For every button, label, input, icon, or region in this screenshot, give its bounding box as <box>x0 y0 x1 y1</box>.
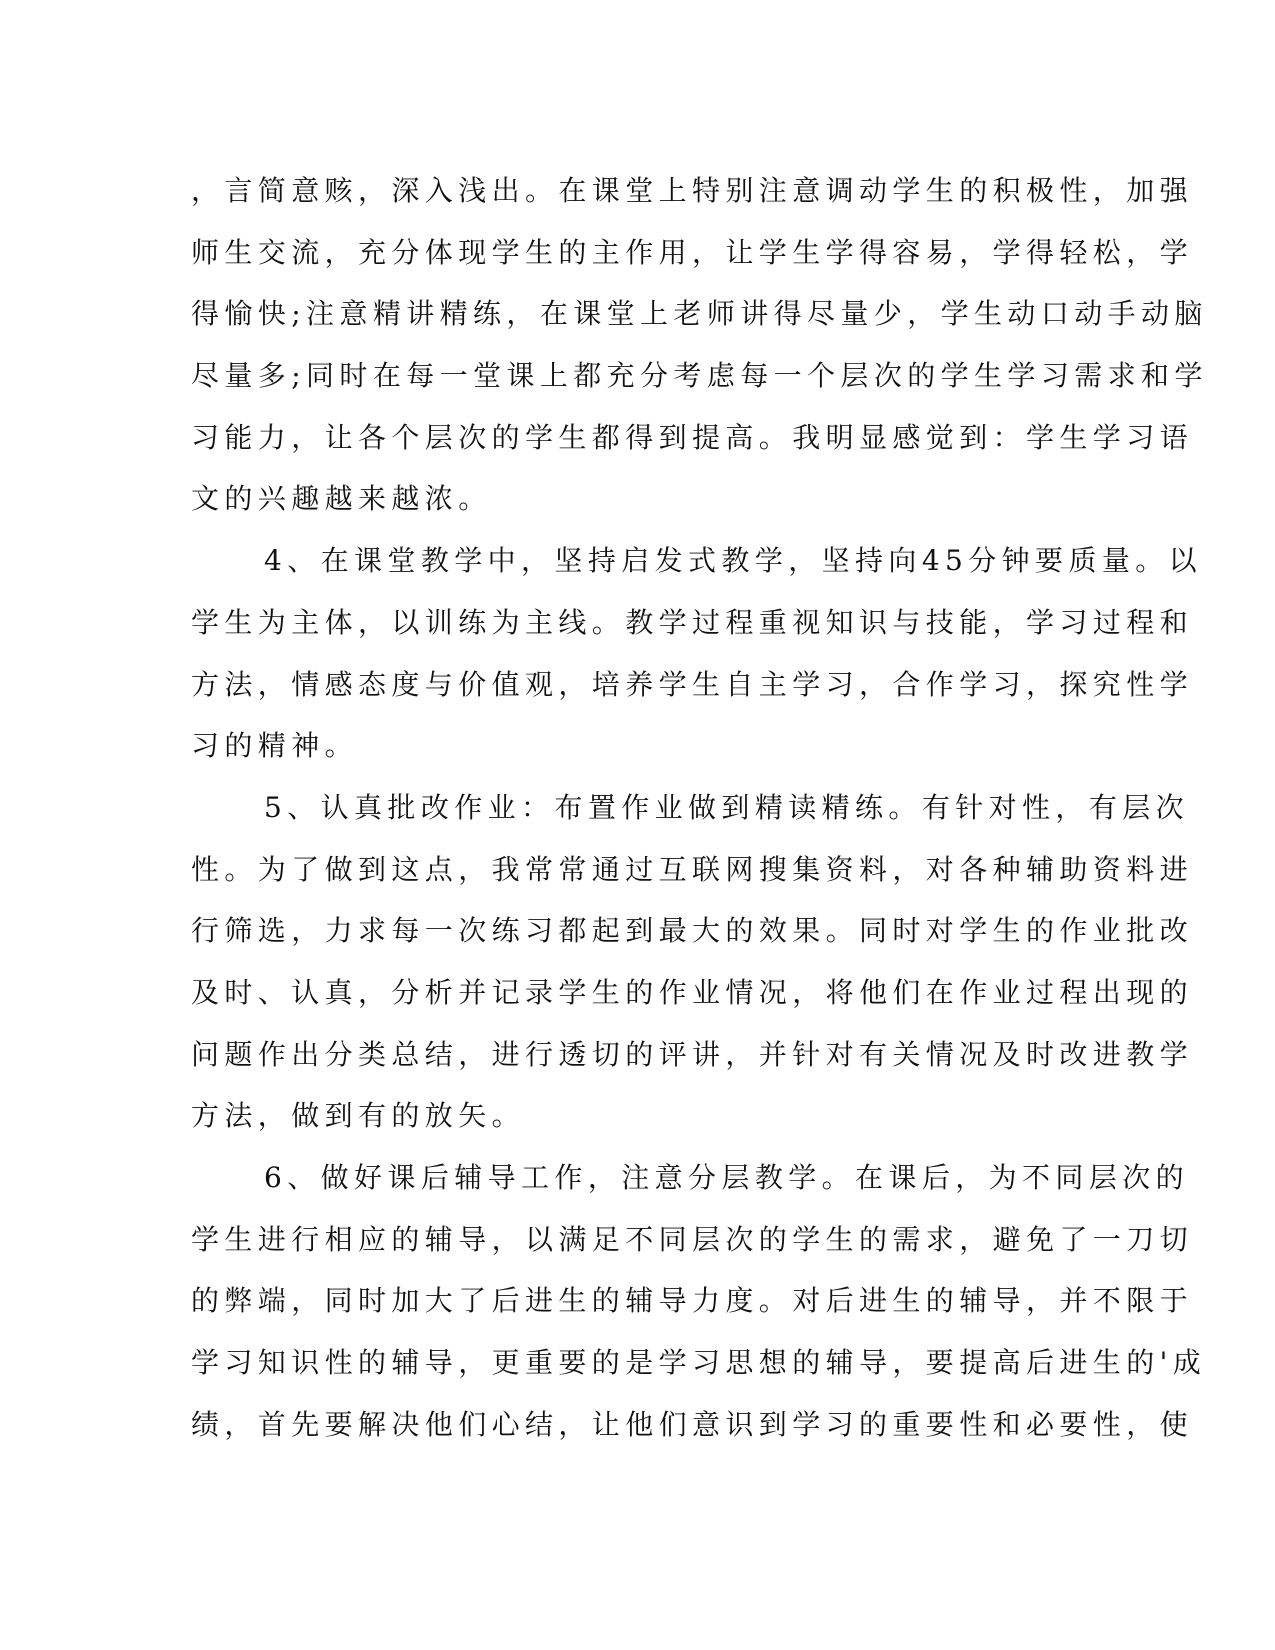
text-line: 方法，情感态度与价值观，培养学生自主学习，合作学习，探究性学 <box>191 667 1194 701</box>
text-line: 学习知识性的辅导，更重要的是学习思想的辅导，要提高后进生的'成 <box>191 1346 1207 1380</box>
text-line: 习的精神。 <box>191 729 359 763</box>
text-line: 习能力，让各个层次的学生都得到提高。我明显感觉到：学生学习语 <box>191 420 1194 454</box>
text-line: 尽量多;同时在每一堂课上都充分考虑每一个层次的学生学习需求和学 <box>191 359 1208 393</box>
text-line: 师生交流，充分体现学生的主作用，让学生学得容易，学得轻松，学 <box>191 235 1194 269</box>
text-line: 问题作出分类总结，进行透切的评讲，并针对有关情况及时改进教学 <box>191 1037 1194 1071</box>
text-line: 绩，首先要解决他们心结，让他们意识到学习的重要性和必要性，使 <box>191 1407 1194 1441</box>
text-line: ，言简意赅，深入浅出。在课堂上特别注意调动学生的积极性，加强 <box>191 174 1194 207</box>
text-line: 得愉快;注意精讲精练，在课堂上老师讲得尽量少，学生动口动手动脑 <box>191 297 1208 331</box>
text-line: 学生进行相应的辅导，以满足不同层次的学生的需求，避免了一刀切 <box>191 1222 1194 1256</box>
text-line: 行筛选，力求每一次练习都起到最大的效果。同时对学生的作业批改 <box>191 914 1194 948</box>
text-line: 学生为主体，以训练为主线。教学过程重视知识与技能，学习过程和 <box>191 605 1194 639</box>
body-text <box>191 160 1208 1455</box>
text-line: 文的兴趣越来越浓。 <box>191 482 492 516</box>
paragraph-start-line: 6、做好课后辅导工作，注意分层教学。在课后，为不同层次的 <box>264 1161 1190 1194</box>
text-line: 的弊端，同时加大了后进生的辅导力度。对后进生的辅导，并不限于 <box>191 1284 1194 1318</box>
text-line: 及时、认真，分析并记录学生的作业情况，将他们在作业过程出现的 <box>191 975 1194 1009</box>
text-line: 方法，做到有的放矢。 <box>191 1099 526 1133</box>
text-line: 性。为了做到这点，我常常通过互联网搜集资料，对各种辅助资料进 <box>191 852 1194 886</box>
paragraph-start-line: 5、认真批改作业：布置作业做到精读精练。有针对性，有层次 <box>264 790 1190 824</box>
paragraph-start-line: 4、在课堂教学中，坚持启发式教学，坚持向45分钟要质量。以 <box>264 544 1203 578</box>
